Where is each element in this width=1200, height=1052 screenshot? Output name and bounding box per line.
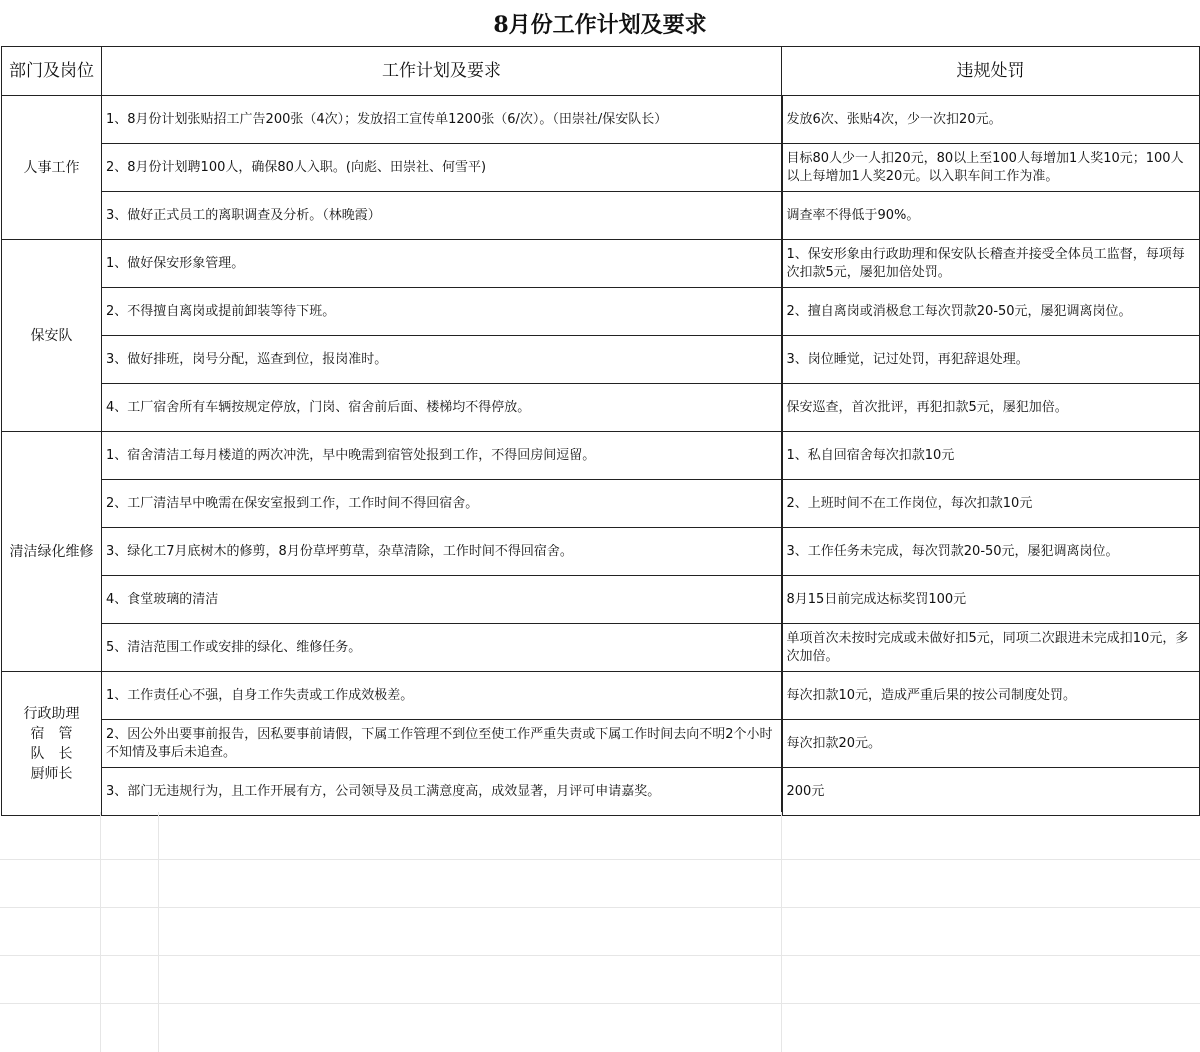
table-row [2,336,1200,384]
plan-cell[interactable]: 2、因公外出要事前报告，因私要事前请假，下属工作管理不到位至使工作严重失责或下属工作时间去向不明2个小时不知情及事后未追查。 [102,720,782,768]
dept-cell[interactable] [2,672,102,816]
table-row [2,480,1200,528]
dept-label: 清洁绿化维修 [9,543,94,560]
plan-cell[interactable]: 3、绿化工7月底树木的修剪，8月份草坪剪草，杂草清除，工作时间不得回宿舍。 [102,528,782,576]
penalty-cell[interactable]: 1、保安形象由行政助理和保安队长稽查并接受全体员工监督，每项每次扣款5元，屡犯加倍处罚。 [782,240,1200,288]
plan-cell[interactable]: 1、做好保安形象管理。 [102,240,782,288]
table-row [2,384,1200,432]
dept-cell[interactable] [2,432,102,672]
table-row [2,144,1200,192]
plan-cell[interactable]: 4、食堂玻璃的清洁 [102,576,782,624]
header-dept[interactable]: 部门及岗位 [2,47,102,96]
table-row [2,720,1200,768]
penalty-cell[interactable]: 每次扣款10元，造成严重后果的按公司制度处罚。 [782,672,1200,720]
penalty-cell[interactable]: 发放6次、张贴4次，少一次扣20元。 [782,96,1200,144]
table-row [2,240,1200,288]
plan-cell[interactable]: 3、部门无违规行为，且工作开展有方，公司领导及员工满意度高，成效显著，月评可申请嘉奖。 [102,768,782,816]
dept-label: 行政助理 [23,705,80,722]
dept-label: 厨师长 [30,765,73,782]
penalty-cell[interactable]: 每次扣款20元。 [782,720,1200,768]
dept-label: 人事工作 [23,159,80,176]
work-plan-table [1,46,1200,816]
header-plan[interactable]: 工作计划及要求 [102,47,782,96]
table-row [2,672,1200,720]
header-penalty[interactable]: 违规处罚 [782,47,1200,96]
plan-cell[interactable]: 1、宿舍清洁工每月楼道的两次冲洗，早中晚需到宿管处报到工作，不得回房间逗留。 [102,432,782,480]
plan-cell[interactable]: 1、工作责任心不强，自身工作失责或工作成效极差。 [102,672,782,720]
penalty-cell[interactable]: 1、私自回宿舍每次扣款10元 [782,432,1200,480]
penalty-cell[interactable]: 2、擅自离岗或消极怠工每次罚款20-50元，屡犯调离岗位。 [782,288,1200,336]
penalty-cell[interactable]: 单项首次未按时完成或未做好扣5元，同项二次跟进未完成扣10元，多次加倍。 [782,624,1200,672]
table-row [2,432,1200,480]
table-header-row [2,47,1200,96]
dept-label: 宿 管 [30,725,73,742]
dept-cell[interactable] [2,96,102,240]
dept-cell[interactable] [2,240,102,432]
penalty-cell[interactable]: 目标80人少一人扣20元，80以上至100人每增加1人奖10元；100人以上每增加1人奖20元。以入职车间工作为准。 [782,144,1200,192]
table-row [2,288,1200,336]
plan-cell[interactable]: 2、8月份计划聘100人，确保80人入职。(向彪、田崇社、何雪平) [102,144,782,192]
plan-cell[interactable]: 1、8月份计划张贴招工广告200张（4次）；发放招工宣传单1200张（6/次）。（田崇社/保安队长） [102,96,782,144]
plan-cell[interactable]: 2、不得擅自离岗或提前卸装等待下班。 [102,288,782,336]
penalty-cell[interactable]: 200元 [782,768,1200,816]
table-row [2,768,1200,816]
table-row [2,96,1200,144]
table-row [2,624,1200,672]
plan-cell[interactable]: 4、工厂宿舍所有车辆按规定停放，门岗、宿舍前后面、楼梯均不得停放。 [102,384,782,432]
table-row [2,192,1200,240]
penalty-cell[interactable]: 保安巡查，首次批评，再犯扣款5元，屡犯加倍。 [782,384,1200,432]
table-row [2,528,1200,576]
empty-sheet-grid [0,812,1200,1052]
plan-cell[interactable]: 3、做好排班，岗号分配，巡查到位，报岗准时。 [102,336,782,384]
dept-label: 队 长 [30,745,73,762]
dept-label: 保安队 [30,327,73,344]
penalty-cell[interactable]: 3、工作任务未完成，每次罚款20-50元，屡犯调离岗位。 [782,528,1200,576]
penalty-cell[interactable]: 2、上班时间不在工作岗位，每次扣款10元 [782,480,1200,528]
plan-cell[interactable]: 2、工厂清洁早中晚需在保安室报到工作，工作时间不得回宿舍。 [102,480,782,528]
plan-cell[interactable]: 3、做好正式员工的离职调查及分析。（林晚霞） [102,192,782,240]
penalty-cell[interactable]: 8月15日前完成达标奖罚100元 [782,576,1200,624]
penalty-cell[interactable]: 3、岗位睡觉，记过处罚，再犯辞退处理。 [782,336,1200,384]
table-row [2,576,1200,624]
penalty-cell[interactable]: 调查率不得低于90%。 [782,192,1200,240]
plan-cell[interactable]: 5、清洁范围工作或安排的绿化、维修任务。 [102,624,782,672]
page-title: 8月份工作计划及要求 [493,12,707,38]
